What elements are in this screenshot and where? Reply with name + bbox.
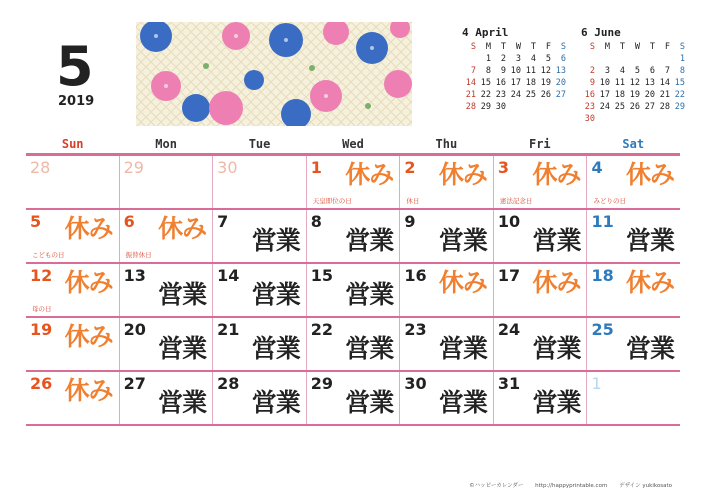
mini-weekday: T <box>649 42 655 52</box>
week-row <box>26 318 680 372</box>
day-cell <box>307 372 401 424</box>
mini-day <box>626 113 641 125</box>
closed-label: 休み <box>438 268 487 297</box>
mini-weekday: M <box>485 42 491 52</box>
hydrangea-illustration <box>136 22 412 126</box>
mini-day: 23 <box>584 102 595 112</box>
weekday-mon: Mon <box>155 137 177 151</box>
day-number: 30 <box>217 158 238 177</box>
mini-week-row <box>581 113 686 125</box>
year-label: 2019 <box>58 94 95 109</box>
mini-day: 13 <box>644 78 655 88</box>
open-label: 営業 <box>345 226 394 255</box>
open-label: 営業 <box>251 388 300 417</box>
mini-weekday: W <box>634 42 640 52</box>
mini-day <box>537 101 552 113</box>
day-number: 5 <box>30 212 42 231</box>
day-cell <box>26 156 120 208</box>
mini-day: 28 <box>465 102 476 112</box>
day-cell <box>400 156 494 208</box>
holiday-name: 憲法記念日 <box>499 197 533 205</box>
mini-day: 6 <box>649 66 655 76</box>
weekday-wed: Wed <box>342 137 364 151</box>
holiday-name: こどもの日 <box>32 251 65 259</box>
day-cell <box>213 264 307 316</box>
day-number: 29 <box>310 374 333 393</box>
holiday-name: 振替休日 <box>125 251 152 259</box>
day-number: 17 <box>497 266 521 285</box>
mini-calendar-header-row <box>581 41 686 53</box>
open-label: 営業 <box>438 388 487 417</box>
day-cell <box>120 210 214 262</box>
day-number: 9 <box>404 212 416 231</box>
mini-day: 6 <box>560 54 566 64</box>
mini-day: 25 <box>525 90 536 100</box>
day-cell <box>494 264 588 316</box>
mini-day: 22 <box>480 90 491 100</box>
mini-day <box>581 53 596 65</box>
mini-day: 26 <box>540 90 551 100</box>
mini-day: 4 <box>530 54 536 64</box>
holiday-name: 母の日 <box>32 305 52 313</box>
day-number: 11 <box>591 212 614 231</box>
mini-day: 25 <box>614 102 625 112</box>
mini-day: 7 <box>470 66 476 76</box>
mini-weekday: F <box>545 42 551 52</box>
mini-day: 16 <box>584 90 595 100</box>
day-number: 14 <box>217 266 240 285</box>
mini-calendar-april <box>462 26 567 113</box>
mini-weeks <box>581 53 686 125</box>
mini-day <box>552 101 567 113</box>
weekday-header-row <box>26 135 680 156</box>
mini-day <box>626 53 641 65</box>
day-number: 30 <box>404 374 427 393</box>
mini-day: 9 <box>500 66 506 76</box>
mini-day: 20 <box>644 90 655 100</box>
mini-day: 12 <box>540 66 551 76</box>
mini-day: 7 <box>664 66 670 76</box>
day-cell <box>587 210 680 262</box>
mini-day: 13 <box>555 66 566 76</box>
day-number: 24 <box>497 320 521 339</box>
credits <box>459 481 672 489</box>
mini-day: 23 <box>495 90 506 100</box>
day-cell <box>307 210 401 262</box>
day-cell <box>400 264 494 316</box>
day-cell <box>494 372 588 424</box>
mini-day: 20 <box>555 78 566 88</box>
mini-day: 14 <box>659 78 670 88</box>
mini-day <box>522 101 537 113</box>
day-cell <box>307 264 401 316</box>
week-row <box>26 372 680 426</box>
day-number: 1 <box>310 158 322 177</box>
mini-day: 5 <box>545 54 551 64</box>
day-number: 23 <box>404 320 427 339</box>
mini-week-row <box>581 101 686 113</box>
mini-day: 9 <box>589 78 595 88</box>
mini-day: 2 <box>500 54 506 64</box>
open-label: 営業 <box>251 334 300 363</box>
day-cell <box>400 372 494 424</box>
mini-day: 15 <box>674 78 685 88</box>
mini-weekday: M <box>604 42 610 52</box>
weekday-sun: Sun <box>61 137 84 151</box>
open-label: 営業 <box>251 226 300 255</box>
holiday-name: みどりの日 <box>593 197 626 205</box>
open-label: 営業 <box>532 226 581 255</box>
day-cell <box>26 264 120 316</box>
mini-day: 3 <box>515 54 521 64</box>
mini-weekday: S <box>679 42 685 52</box>
mini-day <box>641 113 656 125</box>
mini-day: 5 <box>634 66 640 76</box>
day-number: 29 <box>123 158 144 177</box>
mini-weekday: S <box>470 42 476 52</box>
mini-day: 29 <box>480 102 491 112</box>
weekday-fri: Fri <box>528 137 551 151</box>
day-number: 8 <box>310 212 322 231</box>
mini-day: 3 <box>604 66 610 76</box>
mini-week-row <box>462 77 567 89</box>
closed-label: 休み <box>64 376 113 405</box>
day-number: 31 <box>497 374 521 393</box>
mini-day: 26 <box>629 102 640 112</box>
open-label: 営業 <box>532 388 581 417</box>
closed-label: 休み <box>626 160 675 189</box>
day-cell <box>400 210 494 262</box>
mini-calendar-title: 6 June <box>581 26 621 39</box>
day-cell <box>587 318 680 370</box>
day-cell <box>307 156 401 208</box>
mini-calendar-table <box>462 41 567 113</box>
mini-day: 29 <box>674 102 685 112</box>
day-cell <box>120 156 214 208</box>
open-label: 営業 <box>345 388 394 417</box>
month-number: 5 <box>56 35 94 98</box>
mini-day: 27 <box>555 90 566 100</box>
mini-day <box>507 101 522 113</box>
mini-day: 8 <box>679 66 685 76</box>
month-grid <box>26 135 680 426</box>
closed-label: 休み <box>64 322 113 351</box>
day-cell <box>26 210 120 262</box>
day-number: 19 <box>30 320 53 339</box>
mini-week-row <box>462 89 567 101</box>
day-number: 3 <box>497 158 510 177</box>
day-number: 4 <box>591 158 603 177</box>
week-row <box>26 264 680 318</box>
open-label: 営業 <box>158 280 207 309</box>
day-number: 10 <box>497 212 521 231</box>
mini-calendar-june <box>581 26 686 125</box>
weekday-tue: Tue <box>248 137 271 151</box>
mini-week-row <box>462 101 567 113</box>
mini-day: 28 <box>659 102 670 112</box>
day-cell <box>120 318 214 370</box>
mini-day: 27 <box>644 102 655 112</box>
day-number: 20 <box>123 320 146 339</box>
mini-day <box>611 53 626 65</box>
mini-day: 19 <box>540 78 551 88</box>
mini-day: 11 <box>525 66 536 76</box>
closed-label: 休み <box>64 268 113 297</box>
mini-day: 4 <box>619 66 625 76</box>
closed-label: 休み <box>438 160 487 189</box>
credits-design: デザイン yukikosato <box>619 483 672 489</box>
open-label: 営業 <box>158 334 207 363</box>
day-cell <box>120 372 214 424</box>
day-number: 27 <box>123 374 146 393</box>
day-number: 12 <box>30 266 53 285</box>
mini-day <box>596 113 611 125</box>
day-cell <box>26 318 120 370</box>
mini-day <box>462 53 477 65</box>
mini-day: 17 <box>599 90 610 100</box>
closed-label: 休み <box>626 268 675 297</box>
day-number: 16 <box>404 266 427 285</box>
mini-day: 16 <box>495 78 506 88</box>
closed-label: 休み <box>532 268 581 297</box>
open-label: 営業 <box>626 226 675 255</box>
week-row <box>26 156 680 210</box>
day-number: 15 <box>310 266 333 285</box>
mini-day: 11 <box>614 78 625 88</box>
mini-day: 2 <box>589 66 595 76</box>
mini-day: 30 <box>495 102 506 112</box>
day-cell <box>213 156 307 208</box>
mini-weekday: S <box>589 42 595 52</box>
mini-weekday: T <box>619 42 625 52</box>
mini-week-row <box>581 89 686 101</box>
open-label: 営業 <box>158 388 207 417</box>
open-label: 営業 <box>345 280 394 309</box>
credits-url: http://happyprintable.com <box>535 483 608 489</box>
day-number: 7 <box>217 212 229 231</box>
mini-day: 10 <box>510 66 521 76</box>
day-cell <box>587 372 680 424</box>
open-label: 営業 <box>438 334 487 363</box>
mini-day <box>596 53 611 65</box>
day-cell <box>213 210 307 262</box>
closed-label: 休み <box>158 214 207 243</box>
mini-day <box>611 113 626 125</box>
holiday-name: 天皇即位の日 <box>312 197 352 205</box>
day-cell <box>26 372 120 424</box>
mini-day: 18 <box>614 90 625 100</box>
day-number: 25 <box>591 320 614 339</box>
credits-brand: ©ハッピーカレンダー <box>469 483 524 489</box>
day-cell <box>587 264 680 316</box>
mini-calendar-table <box>581 41 686 125</box>
day-cell <box>400 318 494 370</box>
closed-label: 休み <box>532 160 581 189</box>
open-label: 営業 <box>251 280 300 309</box>
mini-day: 19 <box>629 90 640 100</box>
day-cell <box>213 372 307 424</box>
mini-day: 24 <box>599 102 610 112</box>
mini-day: 1 <box>485 54 491 64</box>
mini-day: 17 <box>510 78 521 88</box>
day-cell <box>120 264 214 316</box>
day-cell <box>213 318 307 370</box>
mini-calendar-title: 4 April <box>462 26 509 39</box>
week-rows <box>26 156 680 426</box>
mini-week-row <box>462 65 567 77</box>
day-cell <box>587 156 680 208</box>
holiday-name: 休日 <box>406 197 420 205</box>
day-number: 28 <box>30 158 51 177</box>
day-number: 2 <box>404 158 416 177</box>
day-cell <box>307 318 401 370</box>
weekday-sat: Sat <box>622 137 645 151</box>
week-row <box>26 210 680 264</box>
day-number: 28 <box>217 374 240 393</box>
mini-day <box>656 113 671 125</box>
day-cell <box>494 210 588 262</box>
mini-day: 22 <box>674 90 685 100</box>
open-label: 営業 <box>626 334 675 363</box>
mini-week-row <box>581 77 686 89</box>
mini-day <box>671 113 686 125</box>
open-label: 営業 <box>438 226 487 255</box>
mini-day: 21 <box>465 90 476 100</box>
mini-weeks <box>462 53 567 113</box>
closed-label: 休み <box>64 214 113 243</box>
mini-day: 18 <box>525 78 536 88</box>
mini-day: 21 <box>659 90 670 100</box>
mini-day: 24 <box>510 90 521 100</box>
mini-day: 12 <box>629 78 640 88</box>
mini-weekday: T <box>530 42 536 52</box>
mini-weekday: S <box>560 42 566 52</box>
mini-weekday: T <box>500 42 506 52</box>
day-number: 1 <box>591 374 602 393</box>
mini-day: 14 <box>465 78 476 88</box>
day-number: 6 <box>123 212 135 231</box>
day-number: 26 <box>30 374 53 393</box>
mini-day: 1 <box>679 54 685 64</box>
weekday-thu: Thu <box>435 137 458 151</box>
mini-weekday: W <box>515 42 521 52</box>
day-cell <box>494 156 588 208</box>
day-number: 21 <box>217 320 240 339</box>
mini-week-row <box>581 65 686 77</box>
mini-day: 30 <box>584 114 595 124</box>
mini-weekday: F <box>664 42 670 52</box>
day-number: 13 <box>123 266 146 285</box>
mini-day <box>641 53 656 65</box>
mini-day <box>656 53 671 65</box>
mini-week-row <box>581 53 686 65</box>
mini-day: 15 <box>480 78 491 88</box>
day-number: 22 <box>310 320 333 339</box>
day-number: 18 <box>591 266 614 285</box>
mini-day: 8 <box>485 66 491 76</box>
mini-week-row <box>462 53 567 65</box>
open-label: 営業 <box>532 334 581 363</box>
day-cell <box>494 318 588 370</box>
closed-label: 休み <box>345 160 394 189</box>
mini-day: 10 <box>599 78 610 88</box>
mini-calendar-header-row <box>462 41 567 53</box>
open-label: 営業 <box>345 334 394 363</box>
